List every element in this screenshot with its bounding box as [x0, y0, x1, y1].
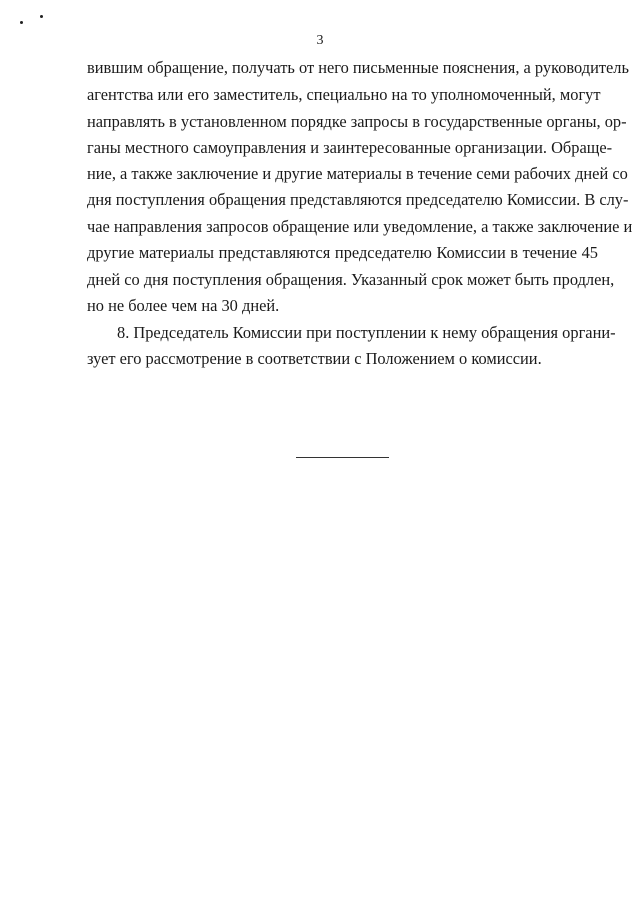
paragraph-line: агентства или его заместитель, специально на то уполномоченный, могут	[87, 85, 601, 104]
paragraph-line: зует его рассмотрение в соответствии с Положением о комиссии.	[87, 349, 542, 368]
closing-separator-line	[296, 457, 389, 458]
paragraph-line: ганы местного самоуправления и заинтересованные организации. Обраще-	[87, 138, 613, 157]
paragraph-line: ние, а также заключение и другие материалы в течение семи рабочих дней со	[87, 164, 628, 183]
paragraph-line: дней со дня поступления обращения. Указанный срок может быть продлен,	[87, 270, 615, 289]
paragraph-line: дня поступления обращения представляются председателю Комиссии. В слу-	[87, 190, 629, 209]
page-number: 3	[316, 33, 324, 48]
paragraph-line: вившим обращение, получать от него письменные пояснения, а руководитель	[87, 58, 629, 77]
paragraph-line: 8. Председатель Комиссии при поступлении к нему обращения органи-	[117, 323, 616, 342]
paragraph-line: другие материалы представляются председателю Комиссии в течение 45	[87, 243, 598, 262]
scan-speck	[20, 21, 23, 24]
paragraph-line: чае направления запросов обращение или уведомление, а также заключение и	[87, 217, 633, 236]
paragraph-line: направлять в установленном порядке запросы в государственные органы, ор-	[87, 112, 627, 131]
scan-speck	[40, 15, 43, 18]
paragraph-line: но не более чем на 30 дней.	[87, 296, 280, 315]
